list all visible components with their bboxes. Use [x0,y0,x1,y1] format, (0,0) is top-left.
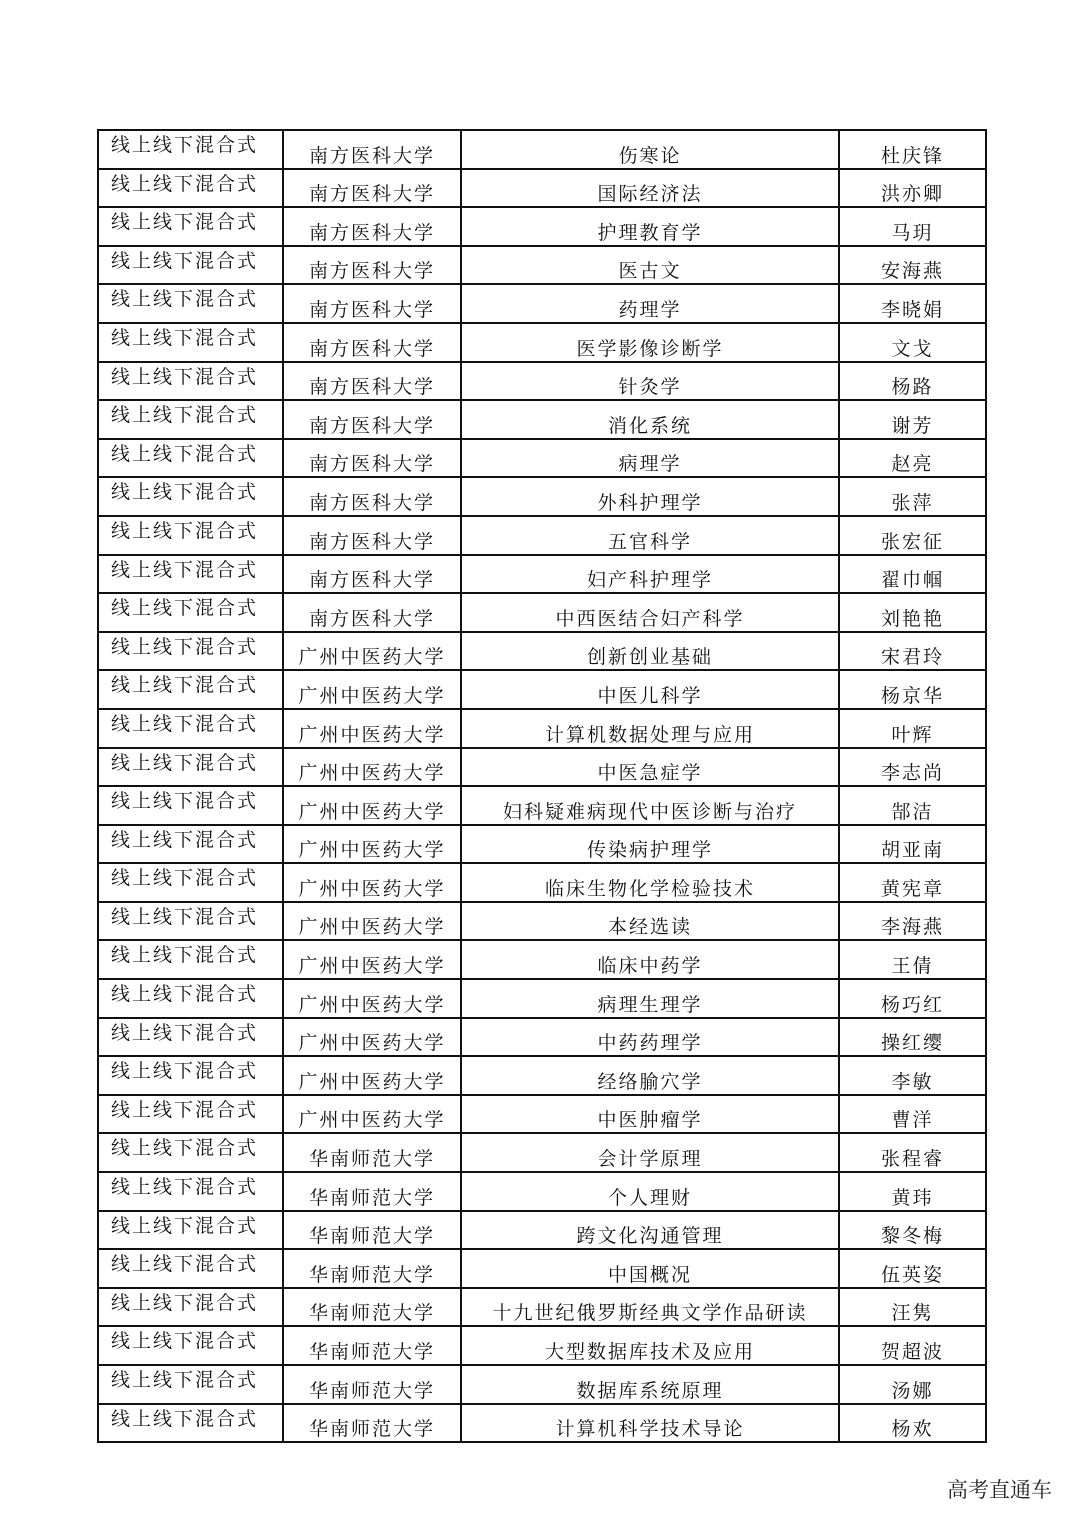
cell-school: 南方医科大学 [283,593,461,632]
cell-school: 南方医科大学 [283,284,461,323]
cell-mode: 线上线下混合式 [98,1365,283,1404]
cell-course: 本经选读 [461,902,839,941]
cell-teacher: 赵亮 [839,439,986,478]
cell-teacher: 黄宪章 [839,863,986,902]
table-row [98,1326,986,1365]
cell-teacher: 张宏征 [839,516,986,555]
watermark: 高考直通车 [947,1478,1052,1502]
cell-course: 病理学 [461,439,839,478]
cell-course: 五官科学 [461,516,839,555]
cell-teacher: 洪亦卿 [839,169,986,208]
cell-course: 计算机数据处理与应用 [461,709,839,748]
cell-school: 南方医科大学 [283,516,461,555]
cell-mode: 线上线下混合式 [98,902,283,941]
cell-mode: 线上线下混合式 [98,439,283,478]
cell-teacher: 黄玮 [839,1172,986,1211]
cell-course: 医学影像诊断学 [461,323,839,362]
cell-school: 广州中医药大学 [283,632,461,671]
cell-school: 华南师范大学 [283,1365,461,1404]
cell-school: 华南师范大学 [283,1172,461,1211]
table-row [98,439,986,478]
cell-mode: 线上线下混合式 [98,940,283,979]
cell-teacher: 杨欢 [839,1404,986,1443]
cell-mode: 线上线下混合式 [98,1018,283,1057]
table-row [98,670,986,709]
cell-mode: 线上线下混合式 [98,748,283,787]
cell-course: 中西医结合妇产科学 [461,593,839,632]
cell-course: 大型数据库技术及应用 [461,1326,839,1365]
cell-mode: 线上线下混合式 [98,169,283,208]
cell-teacher: 叶辉 [839,709,986,748]
cell-teacher: 李志尚 [839,748,986,787]
cell-course: 中医肿瘤学 [461,1095,839,1134]
table-row [98,940,986,979]
cell-mode: 线上线下混合式 [98,477,283,516]
cell-teacher: 文戈 [839,323,986,362]
table-row [98,516,986,555]
cell-school: 华南师范大学 [283,1288,461,1327]
table-row [98,1056,986,1095]
table-row [98,1249,986,1288]
cell-school: 华南师范大学 [283,1133,461,1172]
cell-school: 南方医科大学 [283,439,461,478]
table-row [98,555,986,594]
cell-mode: 线上线下混合式 [98,555,283,594]
cell-course: 个人理财 [461,1172,839,1211]
cell-school: 广州中医药大学 [283,709,461,748]
cell-teacher: 宋君玲 [839,632,986,671]
table-body [98,130,986,1442]
cell-mode: 线上线下混合式 [98,825,283,864]
cell-teacher: 翟巾帼 [839,555,986,594]
table-row [98,825,986,864]
cell-teacher: 王倩 [839,940,986,979]
cell-teacher: 贺超波 [839,1326,986,1365]
cell-course: 创新创业基础 [461,632,839,671]
cell-course: 经络腧穴学 [461,1056,839,1095]
table-row [98,1133,986,1172]
cell-mode: 线上线下混合式 [98,130,283,169]
cell-teacher: 刘艳艳 [839,593,986,632]
table-row [98,169,986,208]
cell-teacher: 李敏 [839,1056,986,1095]
cell-mode: 线上线下混合式 [98,593,283,632]
cell-mode: 线上线下混合式 [98,1288,283,1327]
table-row [98,246,986,285]
cell-mode: 线上线下混合式 [98,516,283,555]
table-row [98,130,986,169]
table-row [98,979,986,1018]
cell-course: 会计学原理 [461,1133,839,1172]
cell-course: 消化系统 [461,400,839,439]
cell-school: 南方医科大学 [283,477,461,516]
cell-course: 药理学 [461,284,839,323]
table-row [98,1211,986,1250]
cell-school: 南方医科大学 [283,400,461,439]
cell-mode: 线上线下混合式 [98,979,283,1018]
cell-teacher: 张萍 [839,477,986,516]
cell-school: 华南师范大学 [283,1211,461,1250]
cell-mode: 线上线下混合式 [98,207,283,246]
cell-mode: 线上线下混合式 [98,400,283,439]
cell-school: 南方医科大学 [283,555,461,594]
cell-school: 广州中医药大学 [283,748,461,787]
table-row [98,323,986,362]
cell-course: 伤寒论 [461,130,839,169]
cell-course: 妇产科护理学 [461,555,839,594]
cell-course: 临床生物化学检验技术 [461,863,839,902]
cell-school: 华南师范大学 [283,1404,461,1443]
table-row [98,207,986,246]
cell-mode: 线上线下混合式 [98,670,283,709]
cell-teacher: 汪隽 [839,1288,986,1327]
cell-school: 广州中医药大学 [283,979,461,1018]
cell-school: 广州中医药大学 [283,1018,461,1057]
table-row [98,1365,986,1404]
cell-school: 广州中医药大学 [283,940,461,979]
cell-mode: 线上线下混合式 [98,709,283,748]
table-row [98,477,986,516]
cell-mode: 线上线下混合式 [98,246,283,285]
cell-mode: 线上线下混合式 [98,1211,283,1250]
cell-teacher: 杨京华 [839,670,986,709]
cell-school: 南方医科大学 [283,169,461,208]
cell-mode: 线上线下混合式 [98,1056,283,1095]
cell-school: 华南师范大学 [283,1326,461,1365]
cell-mode: 线上线下混合式 [98,362,283,401]
cell-school: 广州中医药大学 [283,902,461,941]
table-row [98,709,986,748]
cell-course: 跨文化沟通管理 [461,1211,839,1250]
table-row [98,632,986,671]
cell-mode: 线上线下混合式 [98,323,283,362]
cell-school: 南方医科大学 [283,130,461,169]
cell-course: 计算机科学技术导论 [461,1404,839,1443]
cell-school: 广州中医药大学 [283,1056,461,1095]
cell-teacher: 伍英姿 [839,1249,986,1288]
cell-course: 妇科疑难病现代中医诊断与治疗 [461,786,839,825]
cell-mode: 线上线下混合式 [98,632,283,671]
cell-course: 针灸学 [461,362,839,401]
cell-course: 外科护理学 [461,477,839,516]
cell-teacher: 汤娜 [839,1365,986,1404]
cell-school: 广州中医药大学 [283,825,461,864]
cell-teacher: 杨巧红 [839,979,986,1018]
cell-mode: 线上线下混合式 [98,1326,283,1365]
cell-school: 广州中医药大学 [283,670,461,709]
cell-course: 病理生理学 [461,979,839,1018]
table-row [98,362,986,401]
cell-course: 临床中药学 [461,940,839,979]
cell-course: 护理教育学 [461,207,839,246]
cell-course: 数据库系统原理 [461,1365,839,1404]
cell-course: 中医急症学 [461,748,839,787]
cell-course: 传染病护理学 [461,825,839,864]
cell-school: 广州中医药大学 [283,863,461,902]
cell-school: 广州中医药大学 [283,786,461,825]
cell-teacher: 安海燕 [839,246,986,285]
table-row [98,1172,986,1211]
cell-mode: 线上线下混合式 [98,1172,283,1211]
cell-mode: 线上线下混合式 [98,1133,283,1172]
cell-school: 广州中医药大学 [283,1095,461,1134]
table-row [98,902,986,941]
cell-course: 医古文 [461,246,839,285]
cell-teacher: 张程睿 [839,1133,986,1172]
cell-mode: 线上线下混合式 [98,284,283,323]
cell-teacher: 胡亚南 [839,825,986,864]
cell-course: 中医儿科学 [461,670,839,709]
cell-school: 南方医科大学 [283,207,461,246]
cell-school: 华南师范大学 [283,1249,461,1288]
cell-course: 中药药理学 [461,1018,839,1057]
table-row [98,863,986,902]
table-row [98,1018,986,1057]
cell-teacher: 黎冬梅 [839,1211,986,1250]
table-row [98,284,986,323]
table-row [98,748,986,787]
table-row [98,1288,986,1327]
cell-teacher: 李晓娟 [839,284,986,323]
cell-mode: 线上线下混合式 [98,863,283,902]
cell-course: 中国概况 [461,1249,839,1288]
course-list-table [97,129,987,1443]
cell-school: 南方医科大学 [283,362,461,401]
cell-mode: 线上线下混合式 [98,1249,283,1288]
cell-teacher: 杜庆锋 [839,130,986,169]
cell-teacher: 曹洋 [839,1095,986,1134]
cell-course: 十九世纪俄罗斯经典文学作品研读 [461,1288,839,1327]
table-row [98,1404,986,1443]
table-row [98,593,986,632]
cell-mode: 线上线下混合式 [98,1404,283,1443]
cell-mode: 线上线下混合式 [98,1095,283,1134]
cell-teacher: 操红缨 [839,1018,986,1057]
cell-school: 南方医科大学 [283,323,461,362]
table-row [98,1095,986,1134]
table-row [98,400,986,439]
cell-mode: 线上线下混合式 [98,786,283,825]
cell-teacher: 杨路 [839,362,986,401]
cell-teacher: 马玥 [839,207,986,246]
cell-school: 南方医科大学 [283,246,461,285]
cell-teacher: 李海燕 [839,902,986,941]
cell-teacher: 郜洁 [839,786,986,825]
cell-teacher: 谢芳 [839,400,986,439]
table-row [98,786,986,825]
cell-course: 国际经济法 [461,169,839,208]
